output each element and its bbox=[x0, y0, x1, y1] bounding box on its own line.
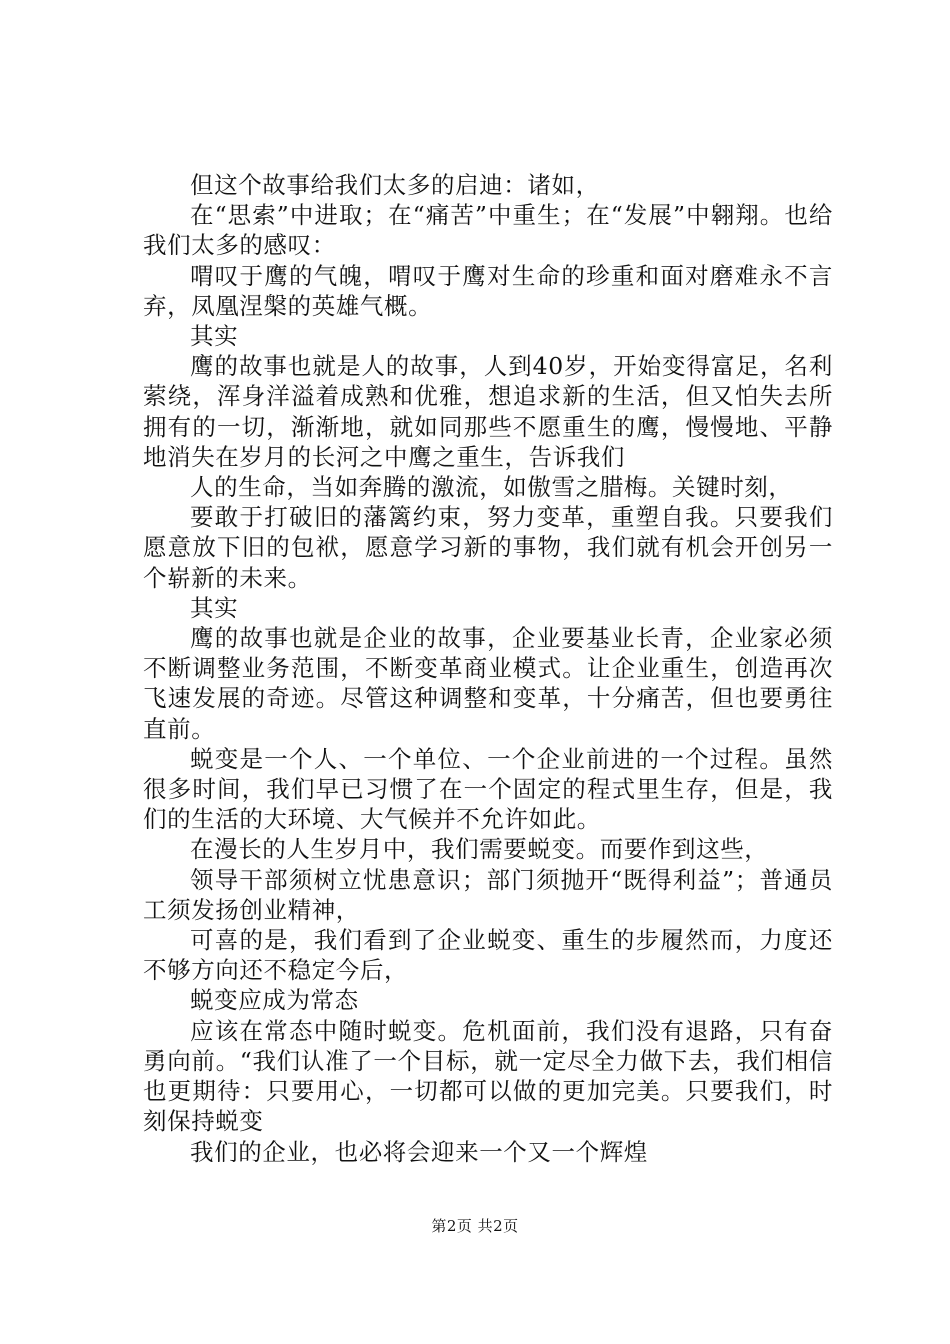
paragraph: 可喜的是，我们看到了企业蜕变、重生的步履然而，力度还不够方向还不稳定今后， bbox=[143, 926, 833, 985]
paragraph: 其实 bbox=[190, 593, 239, 622]
paragraph: 但这个故事给我们太多的启迪：诸如， bbox=[190, 171, 600, 199]
paragraph: 蜕变是一个人、一个单位、一个企业前进的一个过程。虽然很多时间，我们早已习惯了在一个固定的程式里生存，但是，我们的生活的大环境、大气候并不允许如此。 bbox=[143, 744, 833, 834]
paragraph: 应该在常态中随时蜕变。危机面前，我们没有退路，只有奋勇向前。“我们认准了一个目标，就一定尽全力做下去，我们相信也更期待：只要用心，一切都可以做的更加完美。只要我们，时刻保持蜕变 bbox=[143, 1016, 833, 1136]
paragraph: 我们的企业，也必将会迎来一个又一个辉煌 bbox=[190, 1137, 648, 1166]
paragraph: 领导干部须树立忧患意识；部门须抛开“既得利益”；普通员工须发扬创业精神， bbox=[143, 865, 833, 924]
paragraph: 鹰的故事也就是企业的故事，企业要基业长青，企业家必须不断调整业务范围，不断变革商业模式。让企业重生，创造再次飞速发展的奇迹。尽管这种调整和变革，十分痛苦，但也要勇往直前。 bbox=[143, 624, 833, 743]
paragraph: 鹰的故事也就是人的故事，人到40岁，开始变得富足，名利萦绕，浑身洋溢着成熟和优雅，想追求新的生活，但又怕失去所拥有的一切，渐渐地，就如同那些不愿重生的鹰，慢慢地、平静地消失在岁月的长河之中鹰之重生，告诉我们 bbox=[143, 352, 833, 471]
document-body bbox=[143, 170, 833, 1167]
page-number-label: 第2页 共2页 bbox=[431, 1217, 519, 1235]
paragraph: 喟叹于鹰的气魄，喟叹于鹰对生命的珍重和面对磨难永不言弃，凤凰涅槃的英雄气概。 bbox=[143, 261, 833, 320]
page-footer bbox=[0, 1216, 950, 1236]
paragraph: 在漫长的人生岁月中，我们需要蜕变。而要作到这些， bbox=[190, 835, 769, 864]
paragraph: 蜕变应成为常态 bbox=[190, 986, 359, 1015]
paragraph: 其实 bbox=[190, 322, 239, 351]
paragraph: 要敢于打破旧的藩篱约束，努力变革，重塑自我。只要我们愿意放下旧的包袱，愿意学习新的事物，我们就有机会开创另一个崭新的未来。 bbox=[143, 503, 833, 592]
paragraph: 人的生命，当如奔腾的激流，如傲雪之腊梅。关键时刻， bbox=[190, 473, 793, 502]
paragraph: 在“思索”中进取；在“痛苦”中重生；在“发展”中翱翔。也给我们太多的感叹： bbox=[143, 201, 833, 260]
